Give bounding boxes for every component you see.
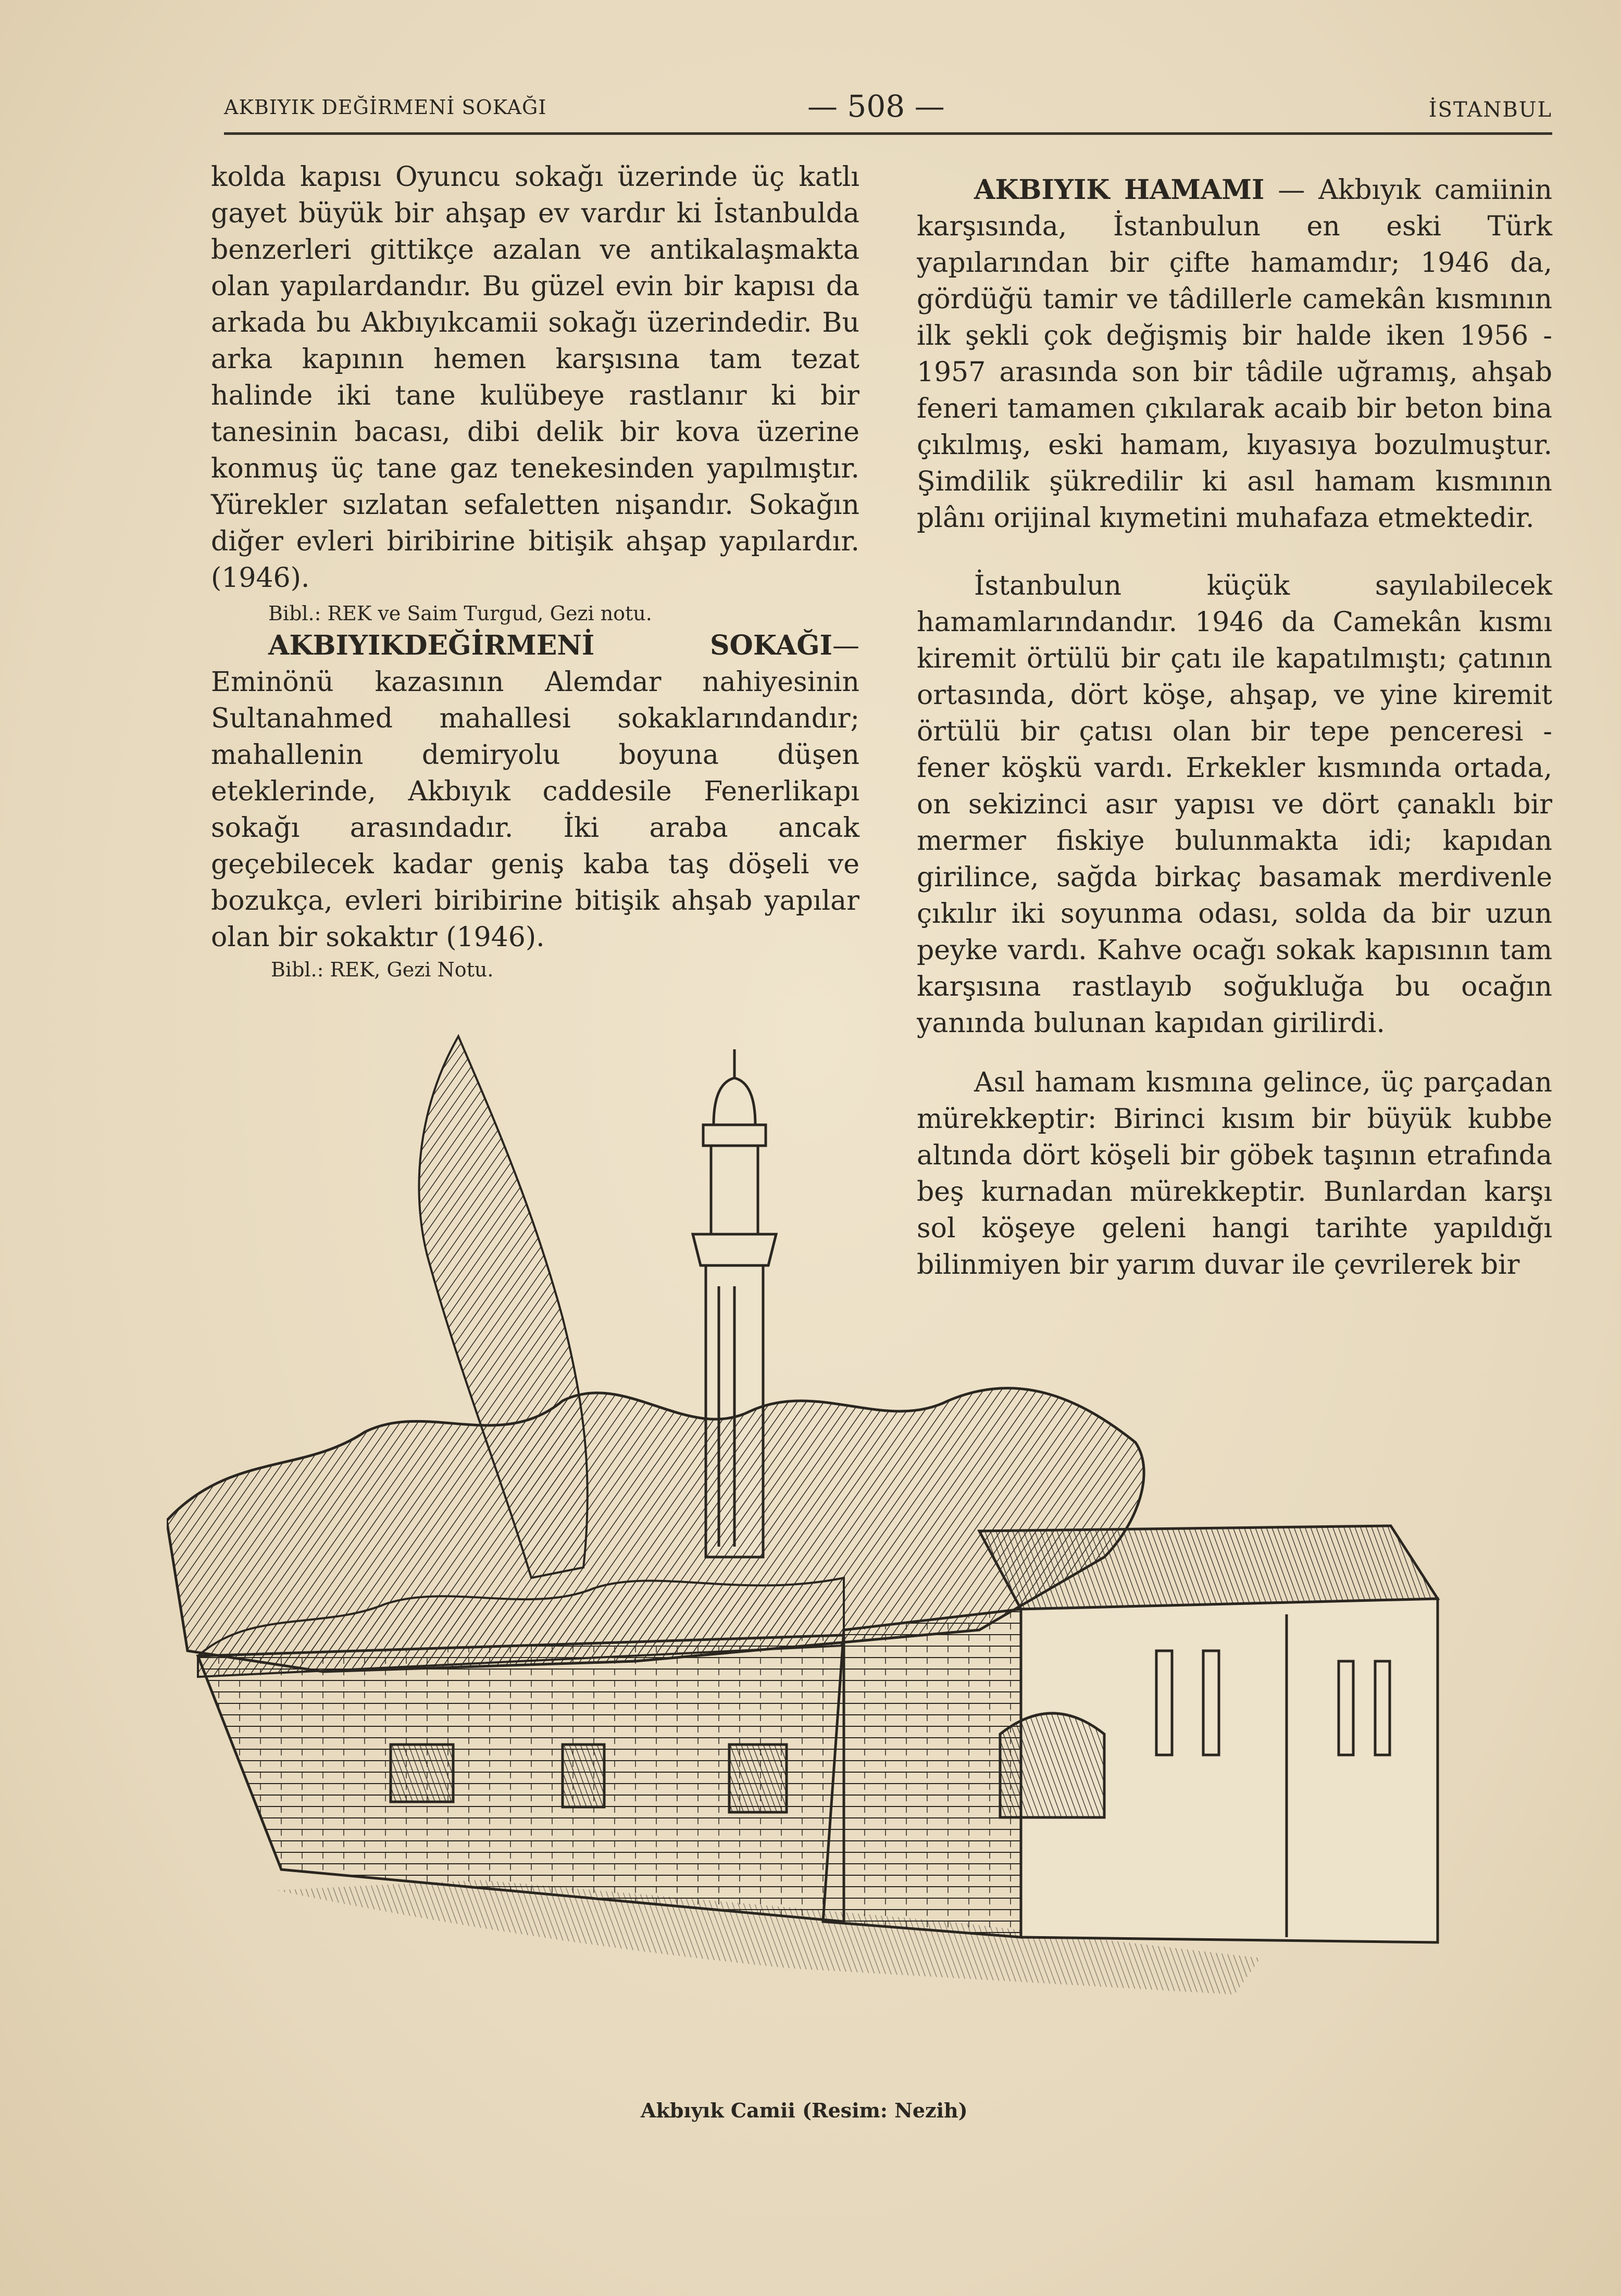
- running-header: [224, 89, 1552, 135]
- annex-wall: [198, 1635, 844, 1922]
- entry-body: — Akbıyık camiinin karşısında, İstanbulun en eski Türk yapılarından bir çifte hamamdır; 1946 da, gördüğü tamir ve tâdillerle camekân kısmının ilk şekli çok değişmiş bir halde iken 1956 - 1957 arasında son bir tâdile uğramış, ahşab feneri tamamen çıkılarak acaib bir beton bina çıkılmış, eski hamam, kıyasıya bozulmuştur. Şimdilik şükredilir ki asıl hamam kısmının plânı orijinal kıymetini muhafaza etmektedir.: [917, 174, 1552, 534]
- mosque-sketch: [167, 1005, 1479, 2047]
- entry-heading: AKBIYIK HAMAMI: [974, 174, 1265, 206]
- bibliography-note: Bibl.: REK, Gezi Notu.: [271, 958, 494, 981]
- left-column: [211, 159, 859, 984]
- entry-body: —Eminönü kazasının Alemdar nahiyesinin Sultanahmed mahallesi sokaklarındandır; mahallenin demiryolu boyuna düşen eteklerinde, Akbıyık caddesile Fenerlikapı sokağı arasındadır. İki araba ancak geçebilecek kadar geniş kaba taş döşeli ve bozukça, evleri biribirine bitişik ahşab yapılar olan bir sokaktır (1946).: [211, 630, 859, 953]
- paragraph: İstanbulun küçük sayılabilecek hamamlarındandır. 1946 da Camekân kısmı kiremit örtülü bir çatı ile kapatılmıştı; çatının ortasında, dört köşe, ahşap, ve yine kiremit örtülü bir çatısı olan bir tepe penceresi - fener köşkü vardı. Erkekler kısmında ortada, on sekizinci asır yapısı ve dört çanaklı bir mermer fiskiye bulunmakta idi; kapıdan girilince, sağda birkaç basamak merdivenle çıkılır iki soyunma odası, solda da bir uzun peyke vardı. Kahve ocağı sokak kapısının tam karşısına rastlayıb soğukluğa bu ocağın yanında bulunan kapıdan girilirdi.: [917, 570, 1552, 1039]
- header-street-name: AKBIYIK DEĞİRMENİ SOKAĞI: [224, 96, 547, 119]
- header-volume-title: İSTANBUL: [1428, 98, 1552, 122]
- illustration-caption: Akbıyık Camii (Resim: Nezih): [641, 2099, 968, 2122]
- entry-akbiyik-hamami: [917, 172, 1552, 536]
- mosque-illustration: [167, 1005, 1479, 2047]
- header-rule: [224, 132, 1552, 135]
- paragraph: Asıl hamam kısmına gelince, üç parçadan mürekkeptir: Birinci kısım bir büyük kubbe altında dört köşeli bir göbek taşının etrafında beş kurnadan mürekkeptir. Bunlardan karşı sol köşeye geleni hangi tarihte yapıldığı bilinmiyen bir yarım duvar ile çevrilerek bir: [917, 1067, 1552, 1281]
- page-number: — 508 —: [807, 89, 945, 124]
- entry-heading: AKBIYIKDEĞİRMENİ SOKAĞI: [268, 630, 832, 661]
- bibliography-note: Bibl.: REK ve Saim Turgud, Gezi notu.: [268, 602, 652, 625]
- entry-akbiyik-degirmeni-sokagi: [211, 628, 859, 956]
- paragraph-continued: kolda kapısı Oyuncu sokağı üzerinde üç katlı gayet büyük bir ahşap ev vardır ki İstanbulda benzerleri gittikçe azalan ve antikalaşmakta olan yapılardandır. Bu güzel evin bir kapısı da arkada bu Akbıyıkcamii sokağı üzerindedir. Bu arka kapının hemen karşısına tam tezat halinde iki tane kulübeye rastlanır ki bir tanesinin bacası, dibi delik bir kova üzerine konmuş üç tane gaz tenekesinden yapılmıştır. Yürekler sızlatan sefaletten nişandır. Sokağın diğer evleri biribirine bitişik ahşap yapılardır. (1946).: [211, 161, 859, 594]
